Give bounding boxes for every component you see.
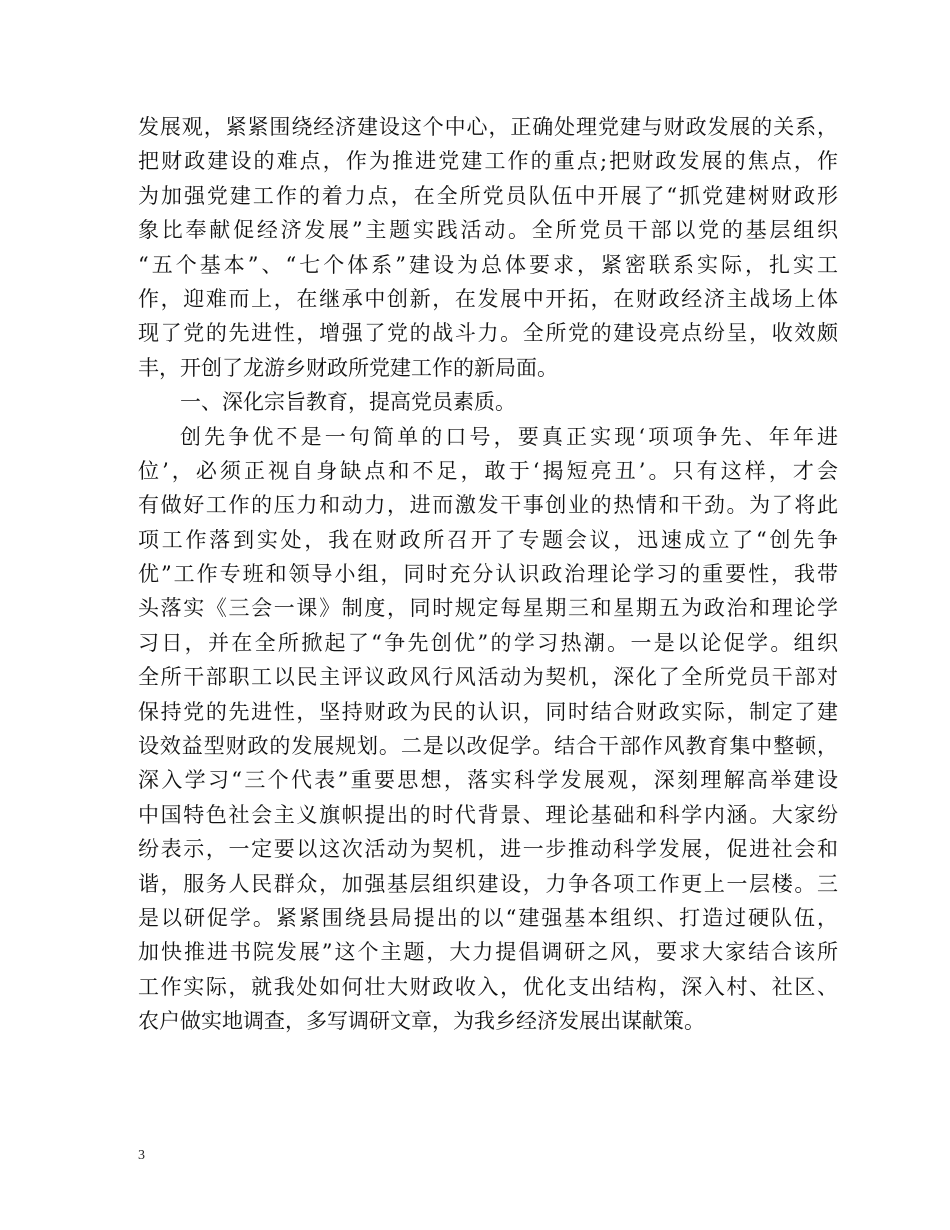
text-line: “五个基本”、“七个体系”建设为总体要求，紧密联系实际，扎实工 <box>138 252 838 277</box>
text-line: 全所干部职工以民主评议政风行风活动为契机，深化了全所党员干部对 <box>138 665 838 690</box>
heading-line: 一、深化宗旨教育，提高党员素质。 <box>180 390 516 415</box>
text-line: 创先争优不是一句简单的口号，要真正实现‘项项争先、年年进 <box>180 424 838 449</box>
text-line: 是以研促学。紧紧围绕县局提出的以“建强基本组织、打造过硬队伍， <box>138 905 838 930</box>
text-line: 深入学习“三个代表”重要思想，落实科学发展观，深刻理解高举建设 <box>138 768 838 793</box>
text-line: 发展观，紧紧围绕经济建设这个中心，正确处理党建与财政发展的关系， <box>138 115 838 139</box>
text-line: 作，迎难而上，在继承中创新，在发展中开拓，在财政经济主战场上体 <box>138 286 838 311</box>
text-line: 谐，服务人民群众，加强基层组织建设，力争各项工作更上一层楼。三 <box>138 871 838 896</box>
text-line: 习日，并在全所掀起了“争先创优”的学习热潮。一是以论促学。组织 <box>138 630 838 655</box>
text-line: 有做好工作的压力和动力，进而激发干事创业的热情和干劲。为了将此 <box>138 493 838 518</box>
text-line: 加快推进书院发展”这个主题，大力提倡调研之风，要求大家结合该所 <box>138 940 838 965</box>
text-line: 保持党的先进性，坚持财政为民的认识，同时结合财政实际，制定了建 <box>138 699 838 724</box>
text-line: 把财政建设的难点，作为推进党建工作的重点;把财政发展的焦点，作 <box>138 149 838 174</box>
body-text <box>138 110 838 1039</box>
text-line: 位’，必须正视自身缺点和不足，敢于‘揭短亮丑’。只有这样，才会 <box>138 458 838 483</box>
text-line: 头落实《三会一课》制度，同时规定每星期三和星期五为政治和理论学 <box>138 596 838 621</box>
text-line: 丰，开创了龙游乡财政所党建工作的新局面。 <box>138 355 558 380</box>
text-line: 农户做实地调查，多写调研文章，为我乡经济发展出谋献策。 <box>138 1009 705 1034</box>
text-line: 象比奉献促经济发展”主题实践活动。全所党员干部以党的基层组织 <box>138 218 838 243</box>
text-line: 工作实际，就我处如何壮大财政收入，优化支出结构，深入村、社区、 <box>138 974 838 999</box>
text-line: 纷表示，一定要以这次活动为契机，进一步推动科学发展，促进社会和 <box>138 837 838 862</box>
text-line: 设效益型财政的发展规划。二是以改促学。结合干部作风教育集中整顿， <box>138 734 838 759</box>
page-number: 3 <box>138 1148 145 1163</box>
text-line: 优”工作专班和领导小组，同时充分认识政治理论学习的重要性，我带 <box>138 562 838 587</box>
text-line: 现了党的先进性，增强了党的战斗力。全所党的建设亮点纷呈，收效颇 <box>138 321 838 346</box>
paragraph-3 <box>138 420 838 1039</box>
paragraph-1 <box>138 110 838 385</box>
text-line: 项工作落到实处，我在财政所召开了专题会议，迅速成立了“创先争 <box>138 527 838 552</box>
section-heading <box>138 385 838 419</box>
text-line: 中国特色社会主义旗帜提出的时代背景、理论基础和科学内涵。大家纷 <box>138 802 838 827</box>
text-line: 为加强党建工作的着力点，在全所党员队伍中开展了“抓党建树财政形 <box>138 183 838 208</box>
